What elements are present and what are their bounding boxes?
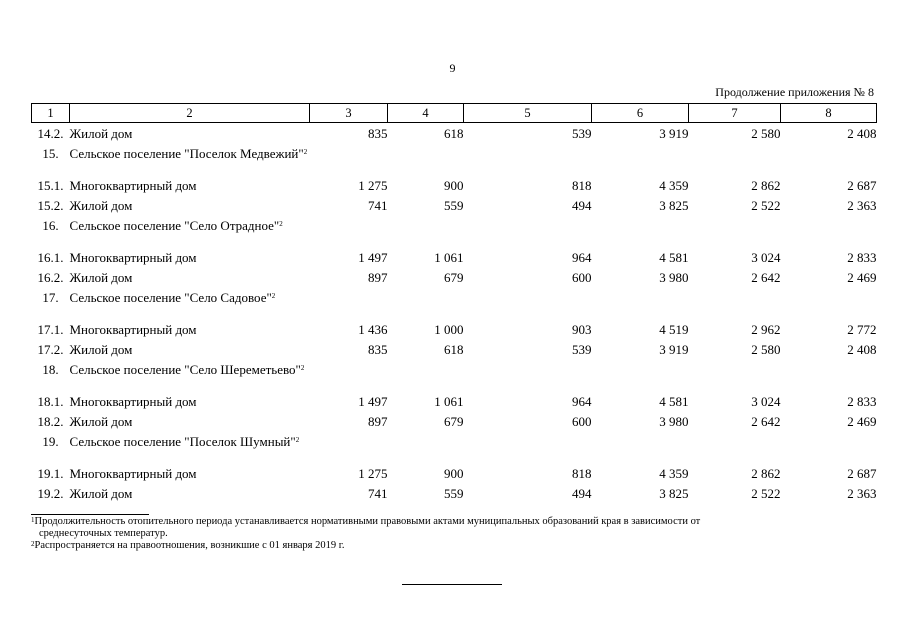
table-row bbox=[32, 463, 877, 483]
header-cell: 1 bbox=[32, 104, 70, 123]
value-col-8: 2 469 bbox=[847, 269, 877, 285]
value-col-4 bbox=[388, 215, 464, 247]
table-row bbox=[32, 483, 877, 503]
row-name bbox=[70, 123, 310, 143]
table-row bbox=[32, 411, 877, 431]
value-col-5 bbox=[464, 215, 592, 247]
table-body bbox=[32, 123, 877, 503]
row-name-text: Многоквартирный дом bbox=[69, 393, 197, 409]
table-row bbox=[32, 195, 877, 215]
value-col-8 bbox=[781, 287, 877, 319]
value-col-4: 679 bbox=[444, 269, 464, 285]
value-col-7: 2 580 bbox=[751, 126, 781, 141]
footnotes bbox=[31, 516, 876, 552]
value-col-5: 964 bbox=[572, 393, 592, 409]
value-col-5: 539 bbox=[572, 126, 592, 141]
value-col-8: 2 833 bbox=[847, 393, 877, 409]
value-col-4: 1 061 bbox=[434, 393, 464, 409]
end-rule bbox=[402, 584, 502, 585]
row-name bbox=[70, 267, 310, 287]
row-name-text: Жилой дом bbox=[69, 485, 133, 501]
value-col-7 bbox=[689, 287, 781, 319]
value-col-8 bbox=[781, 143, 877, 175]
value-col-5: 600 bbox=[572, 413, 592, 429]
row-number: 14.2. bbox=[37, 126, 64, 141]
row-number: 16. bbox=[42, 217, 59, 233]
value-col-5: 539 bbox=[572, 341, 592, 357]
value-col-3 bbox=[310, 431, 388, 463]
value-col-3: 1 436 bbox=[358, 321, 388, 337]
value-col-7: 3 024 bbox=[751, 249, 781, 265]
value-col-6: 3 825 bbox=[659, 197, 689, 213]
section-row bbox=[32, 359, 877, 391]
row-name-text: Жилой дом bbox=[69, 197, 133, 213]
value-col-3 bbox=[310, 143, 388, 175]
value-col-7: 2 642 bbox=[751, 413, 781, 429]
value-col-6 bbox=[592, 143, 689, 175]
header-cell: 3 bbox=[310, 104, 388, 123]
row-number: 16.2. bbox=[37, 269, 64, 285]
value-col-3: 741 bbox=[368, 197, 388, 213]
value-col-8: 2 469 bbox=[847, 413, 877, 429]
row-name bbox=[70, 143, 310, 175]
table-row bbox=[32, 247, 877, 267]
table-row bbox=[32, 267, 877, 287]
footnote-mark: 2 bbox=[279, 219, 283, 228]
value-col-3: 897 bbox=[368, 269, 388, 285]
tariff-table bbox=[31, 103, 877, 503]
row-name bbox=[70, 483, 310, 503]
value-col-3 bbox=[310, 359, 388, 391]
row-name bbox=[70, 215, 310, 247]
value-col-3: 835 bbox=[368, 341, 388, 357]
footnote-text: Распространяется на правоотношения, возникшие с 01 января 2019 г. bbox=[34, 540, 345, 551]
value-col-3 bbox=[310, 287, 388, 319]
row-number: 18.1. bbox=[37, 393, 64, 409]
row-number: 16.1. bbox=[37, 249, 64, 265]
row-name-text: Многоквартирный дом bbox=[69, 249, 197, 265]
table-row bbox=[32, 123, 877, 143]
value-col-3: 1 497 bbox=[358, 249, 388, 265]
row-name bbox=[70, 175, 310, 195]
row-name-text: Сельское поселение "Поселок Шумный" bbox=[69, 433, 296, 449]
value-col-3: 1 497 bbox=[358, 393, 388, 409]
row-number: 15. bbox=[42, 145, 59, 161]
row-name-text: Жилой дом bbox=[69, 269, 133, 285]
value-col-7: 3 024 bbox=[751, 393, 781, 409]
row-number: 18.2. bbox=[37, 413, 64, 429]
value-col-4: 900 bbox=[444, 465, 464, 481]
value-col-6: 3 919 bbox=[659, 126, 689, 141]
table-row bbox=[32, 339, 877, 359]
value-col-8: 2 687 bbox=[847, 465, 877, 481]
value-col-8: 2 772 bbox=[847, 321, 877, 337]
row-name bbox=[70, 195, 310, 215]
value-col-3: 835 bbox=[368, 126, 388, 141]
footnote-rule bbox=[31, 514, 149, 515]
value-col-7: 2 642 bbox=[751, 269, 781, 285]
row-number: 17.1. bbox=[37, 321, 64, 337]
value-col-3: 1 275 bbox=[358, 177, 388, 193]
value-col-4: 559 bbox=[444, 197, 464, 213]
value-col-7 bbox=[689, 431, 781, 463]
value-col-7: 2 580 bbox=[751, 341, 781, 357]
row-number: 15.1. bbox=[37, 177, 64, 193]
value-col-4: 618 bbox=[444, 341, 464, 357]
row-name-text: Жилой дом bbox=[69, 413, 133, 429]
footnote-mark: 2 bbox=[303, 147, 308, 156]
value-col-5: 818 bbox=[572, 465, 592, 481]
footnote-text: Продолжительность отопительного периода устанавливается нормативными правовыми актами муниципальных образований края в зависимости от bbox=[34, 516, 701, 527]
footnote-number: 1 bbox=[31, 516, 35, 524]
row-name bbox=[70, 359, 310, 391]
section-row bbox=[32, 143, 877, 175]
value-col-5: 494 bbox=[572, 197, 592, 213]
section-row bbox=[32, 215, 877, 247]
row-name bbox=[70, 287, 310, 319]
value-col-7: 2 862 bbox=[751, 177, 781, 193]
value-col-4 bbox=[388, 359, 464, 391]
table-row bbox=[32, 319, 877, 339]
footnote-number: 2 bbox=[31, 540, 35, 548]
value-col-6: 4 581 bbox=[659, 393, 689, 409]
value-col-5 bbox=[464, 287, 592, 319]
continuation-caption: Продолжение приложения № 8 bbox=[715, 85, 874, 99]
row-name bbox=[70, 463, 310, 483]
row-name-text: Сельское поселение "Село Шереметьево" bbox=[69, 361, 301, 377]
row-name-text: Сельское поселение "Село Садовое" bbox=[69, 289, 272, 305]
value-col-8: 2 363 bbox=[847, 485, 877, 501]
value-col-6: 3 980 bbox=[659, 413, 689, 429]
value-col-4 bbox=[388, 143, 464, 175]
value-col-4: 618 bbox=[444, 126, 464, 141]
row-name-text: Многоквартирный дом bbox=[69, 321, 197, 337]
header-row bbox=[32, 104, 877, 123]
row-name-text: Жилой дом bbox=[69, 126, 133, 141]
row-number: 15.2. bbox=[37, 197, 64, 213]
value-col-7: 2 522 bbox=[751, 197, 781, 213]
value-col-5 bbox=[464, 431, 592, 463]
row-number: 19.1. bbox=[37, 465, 64, 481]
value-col-5: 964 bbox=[572, 249, 592, 265]
header-cell: 5 bbox=[464, 104, 592, 123]
value-col-5 bbox=[464, 143, 592, 175]
footnote-mark: 2 bbox=[271, 291, 276, 300]
row-number: 19. bbox=[42, 433, 59, 449]
row-number: 18. bbox=[42, 361, 59, 377]
row-name-text: Сельское поселение "Село Отрадное" bbox=[69, 217, 280, 233]
value-col-7: 2 862 bbox=[751, 465, 781, 481]
value-col-5: 600 bbox=[572, 269, 592, 285]
value-col-6: 3 919 bbox=[659, 341, 689, 357]
value-col-6 bbox=[592, 215, 689, 247]
value-col-8: 2 833 bbox=[847, 249, 877, 265]
page-number: 9 bbox=[449, 61, 456, 75]
value-col-4: 1 000 bbox=[434, 321, 464, 337]
value-col-8: 2 687 bbox=[847, 177, 877, 193]
row-number: 19.2. bbox=[37, 485, 64, 501]
row-name bbox=[70, 411, 310, 431]
value-col-3 bbox=[310, 215, 388, 247]
value-col-8: 2 408 bbox=[847, 126, 877, 141]
value-col-6: 3 825 bbox=[659, 485, 689, 501]
row-number: 17.2. bbox=[37, 341, 64, 357]
row-name-text: Многоквартирный дом bbox=[69, 177, 197, 193]
row-name bbox=[70, 339, 310, 359]
value-col-4: 900 bbox=[444, 177, 464, 193]
value-col-6: 3 980 bbox=[659, 269, 689, 285]
row-number: 17. bbox=[42, 289, 59, 305]
value-col-4 bbox=[388, 431, 464, 463]
value-col-3: 1 275 bbox=[358, 465, 388, 481]
value-col-8: 2 363 bbox=[847, 197, 877, 213]
value-col-5: 903 bbox=[572, 321, 592, 337]
value-col-7 bbox=[689, 215, 781, 247]
value-col-3: 741 bbox=[368, 485, 388, 501]
row-name bbox=[70, 247, 310, 267]
row-name-text: Сельское поселение "Поселок Медвежий" bbox=[69, 145, 304, 161]
table-row bbox=[32, 175, 877, 195]
value-col-6: 4 581 bbox=[659, 249, 689, 265]
footnote bbox=[31, 516, 876, 540]
value-col-3: 897 bbox=[368, 413, 388, 429]
table-row bbox=[32, 391, 877, 411]
value-col-5: 494 bbox=[572, 485, 592, 501]
row-name bbox=[70, 391, 310, 411]
value-col-6: 4 359 bbox=[659, 177, 689, 193]
value-col-7 bbox=[689, 143, 781, 175]
header-cell: 8 bbox=[781, 104, 877, 123]
row-name bbox=[70, 319, 310, 339]
section-row bbox=[32, 431, 877, 463]
value-col-4: 679 bbox=[444, 413, 464, 429]
value-col-4: 559 bbox=[444, 485, 464, 501]
value-col-6 bbox=[592, 431, 689, 463]
row-name-text: Многоквартирный дом bbox=[69, 465, 197, 481]
value-col-7 bbox=[689, 359, 781, 391]
footnote-continuation: среднесуточных температур. bbox=[39, 528, 168, 539]
section-row bbox=[32, 287, 877, 319]
footnote-mark: 2 bbox=[300, 363, 305, 372]
value-col-6 bbox=[592, 359, 689, 391]
value-col-5: 818 bbox=[572, 177, 592, 193]
value-col-4 bbox=[388, 287, 464, 319]
value-col-4: 1 061 bbox=[434, 249, 464, 265]
header-cell: 6 bbox=[592, 104, 689, 123]
value-col-8 bbox=[781, 359, 877, 391]
value-col-8 bbox=[781, 431, 877, 463]
header-cell: 2 bbox=[70, 104, 310, 123]
value-col-6 bbox=[592, 287, 689, 319]
header-cell: 7 bbox=[689, 104, 781, 123]
value-col-7: 2 962 bbox=[751, 321, 781, 337]
footnote bbox=[31, 540, 876, 552]
value-col-7: 2 522 bbox=[751, 485, 781, 501]
value-col-5 bbox=[464, 359, 592, 391]
header-cell: 4 bbox=[388, 104, 464, 123]
row-name-text: Жилой дом bbox=[69, 341, 133, 357]
row-name bbox=[70, 431, 310, 463]
value-col-6: 4 359 bbox=[659, 465, 689, 481]
value-col-8 bbox=[781, 215, 877, 247]
value-col-6: 4 519 bbox=[659, 321, 689, 337]
footnote-mark: 2 bbox=[295, 435, 300, 444]
value-col-8: 2 408 bbox=[847, 341, 877, 357]
